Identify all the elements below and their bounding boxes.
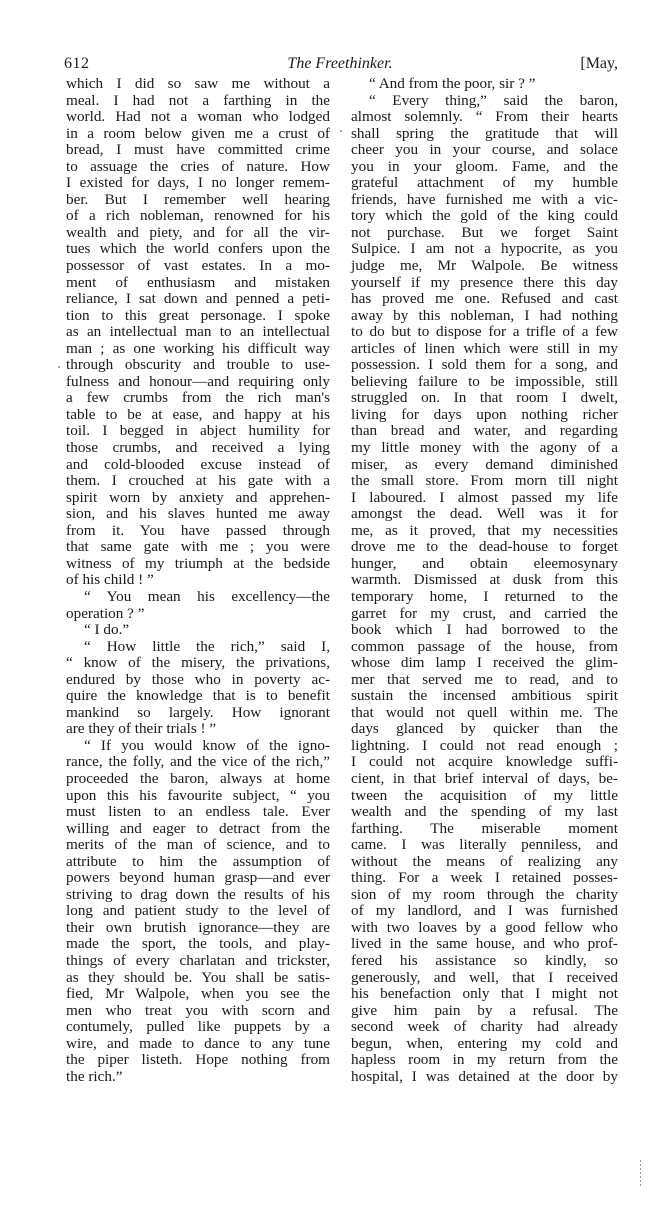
text-line: whose dim lamp I received the glim- [351, 654, 618, 672]
text-line: you in your gloom. Fame, and the [351, 157, 618, 175]
text-line: proceeded the baron, always at home [66, 769, 330, 787]
text-line: hunger, and obtain eleemosynary [351, 554, 618, 572]
text-line: articles of linen which were still in my [351, 339, 618, 357]
running-title: The Freethinker. [287, 55, 393, 72]
text-line: mankind so largely. How ignorant [66, 703, 330, 721]
text-line: quire the knowledge that is to benefit [66, 687, 330, 705]
text-line: their own brutish ignorance—they are [66, 918, 330, 936]
text-line: garret for my crust, and carried the [351, 604, 618, 622]
text-line: wire, and made to dance to any tune [66, 1034, 330, 1052]
text-line: I laboured. I almost passed my life [351, 488, 618, 506]
text-line: of my landlord, and I was furnished [351, 902, 618, 920]
text-line: merits of the man of science, and to [66, 836, 330, 854]
text-line: yourself if my presence there this day [351, 273, 618, 291]
text-line: begun, when, entering my cold and [351, 1034, 618, 1052]
text-line: a few crumbs from the rich man's [66, 389, 330, 407]
text-line: cient, in that brief interval of days, be- [351, 769, 618, 787]
text-line: amongst the dead. Well was it for [351, 505, 618, 523]
text-line: as an intellectual man to an intellectual [66, 323, 330, 341]
text-line: fied, Mr Walpole, when you see the [66, 985, 330, 1003]
text-line: made the sport, the tools, and play- [66, 935, 330, 953]
text-line: in a room below given me a crust of [66, 124, 330, 142]
text-line: ber. But I remember well hearing [66, 190, 330, 208]
text-line: my little money with the agony of a [351, 439, 618, 457]
text-line: has proved me one. Refused and cast [351, 290, 618, 308]
text-line: Sulpice. I am not a hypocrite, as you [351, 240, 618, 258]
text-line: toil. I begged in abject humility for [66, 422, 330, 440]
text-line: men who treat you with scorn and [66, 1001, 330, 1019]
text-line: common passage of the house, from [351, 637, 618, 655]
text-line: reliance, I sat down and penned a peti- [66, 290, 330, 308]
text-line: of a rich nobleman, renowned for his [66, 207, 330, 225]
text-line: give him pain by a refusal. The [351, 1001, 618, 1019]
text-line: the piper listeth. Hope nothing from [66, 1051, 330, 1069]
text-line: sustain the incensed ambitious spirit [351, 687, 618, 705]
text-line: struggled on. In that room I dwelt, [351, 389, 618, 407]
text-line: them. I crouched at his gate with a [66, 472, 330, 490]
text-line: “ And from the poor, sir ? ” [369, 75, 536, 92]
page-header [62, 54, 618, 74]
text-line: believing failure to be impossible, still [351, 372, 618, 390]
text-line: I existed for days, I no longer remem- [66, 174, 330, 192]
text-line: contumely, pulled like puppets by a [66, 1018, 330, 1036]
text-line: with two loaves by a good fellow who [351, 918, 618, 936]
text-line: fered his assistance so kindly, so [351, 951, 618, 969]
text-line: sion, and his slaves hunted me away [66, 505, 330, 523]
text-line: than bread and water, and regarding [351, 422, 618, 440]
text-line: lived in the same house, and who prof- [351, 935, 618, 953]
text-line: drove me to the dead-house to forget [351, 538, 618, 556]
text-line: not purchase. But we forget Saint [351, 223, 618, 241]
text-line: rance, the folly, and the vice of the rich,” [66, 753, 330, 771]
text-line: table to be at ease, and happy at his [66, 405, 330, 423]
text-line: thing. For a week I retained posses- [351, 869, 618, 887]
text-line: possession. I sold them for a song, and [351, 356, 618, 374]
text-line: things of every charlatan and trickster, [66, 951, 330, 969]
text-line: “ Every thing,” said the baron, [369, 91, 618, 109]
text-line: of his child ! ” [66, 571, 154, 589]
text-line: that same gate with me ; you were [66, 538, 330, 556]
text-line: those crumbs, and received a lying [66, 439, 330, 457]
text-line: me, as it proved, that my necessities [351, 521, 618, 539]
right-text-column [351, 76, 618, 1085]
text-line: hospital, I was detained at the door by [351, 1067, 618, 1085]
text-line: and cold-blooded excuse instead of [66, 455, 330, 473]
text-line: that would not quell within me. The [351, 703, 618, 721]
text-line: witness of my triumph at the bedside [66, 554, 330, 572]
text-line: his benefaction only that I might not [351, 985, 618, 1003]
text-line: grateful attachment of my humble [351, 174, 618, 192]
text-line: to do but to dispose for a trifle of a few [351, 323, 618, 341]
text-line: long and patient study to the level of [66, 902, 330, 920]
text-line: possessor of vast estates. In a mo- [66, 257, 330, 275]
text-line: living for days upon nothing richer [351, 405, 618, 423]
text-line: second week of charity had already [351, 1018, 618, 1036]
text-line: wealth and piety, and for all the vir- [66, 223, 330, 241]
text-line: willing and eager to detract from the [66, 819, 330, 837]
text-line: ment of enthusiasm and mistaken [66, 273, 330, 291]
text-line: world. Had not a woman who lodged [66, 108, 330, 126]
text-line: almost solemnly. “ From their hearts [351, 108, 618, 126]
text-line: came. I was literally penniless, and [351, 836, 618, 854]
text-line: upon this his favourite subject, “ you [66, 786, 330, 804]
text-line: man ; as one working his difficult way [66, 339, 330, 357]
scan-speck [340, 130, 342, 132]
text-line: powers beyond human grasp—and ever [66, 869, 330, 887]
text-line: “ You mean his excellency—the [84, 587, 330, 605]
text-line: tion to this great personage. I spoke [66, 306, 330, 324]
text-line: hapless room in my return from the [351, 1051, 618, 1069]
text-line: tues which the world confers upon the [66, 240, 330, 258]
text-line: I could not acquire knowledge suffi- [351, 753, 618, 771]
scan-speck [58, 366, 60, 368]
text-line: miser, as every demand diminished [351, 455, 618, 473]
text-line: wealth and the spending of my last [351, 803, 618, 821]
text-line: farthing. The miserable moment [351, 819, 618, 837]
text-line: tory which the gold of the king could [351, 207, 618, 225]
text-line: lightning. I could not read enough ; [351, 736, 618, 754]
text-line: “ I do.” [84, 621, 130, 639]
text-line: bread, I must have committed crime [66, 141, 330, 159]
text-line: book which I had borrowed to the [351, 621, 618, 639]
text-line: are they of their trials ! ” [66, 720, 217, 738]
text-line: as they should be. You shall be satis- [66, 968, 330, 986]
text-line: spirit worn by anxiety and apprehen- [66, 488, 330, 506]
text-line: fulness and honour—and requiring only [66, 372, 330, 390]
left-text-column [66, 76, 330, 1085]
text-line: friends, have furnished me with a vic- [351, 190, 618, 208]
text-line: “ How little the rich,” said I, [84, 637, 330, 655]
text-line: shall spring the gratitude that will [351, 124, 618, 142]
text-line: which I did so saw me without a [66, 75, 330, 92]
text-line: striving to drag down the results of his [66, 885, 330, 903]
text-line: the small store. From morn till night [351, 472, 618, 490]
text-line: mer that served me to read, and to [351, 670, 618, 688]
text-line: without the means of realizing any [351, 852, 618, 870]
text-line: “ If you would know of the igno- [84, 736, 330, 754]
text-line: sion of my room through the charity [351, 885, 618, 903]
page-number: 612 [64, 55, 90, 72]
text-line: warmth. Dismissed at dusk from this [351, 571, 618, 589]
text-line: generously, and well, that I received [351, 968, 618, 986]
text-line: judge me, Mr Walpole. Be witness [351, 257, 618, 275]
running-month: [May, [580, 55, 618, 72]
text-line: days glanced by quicker than the [351, 720, 618, 738]
text-line: must listen to an endless tale. Ever [66, 803, 330, 821]
text-line: operation ? ” [66, 604, 145, 622]
text-line: through obscurity and trouble to use- [66, 356, 330, 374]
text-line: away by this nobleman, I had nothing [351, 306, 618, 324]
text-line: temporary home, I returned to the [351, 587, 618, 605]
text-line: to assuage the cries of nature. How [66, 157, 330, 175]
text-line: meal. I had not a farthing in the [66, 91, 330, 109]
text-line: “ know of the misery, the privations, [66, 654, 330, 672]
scan-edge-mark [640, 1160, 641, 1188]
text-line: the rich.” [66, 1067, 123, 1085]
text-line: endured by those who in poverty ac- [66, 670, 330, 688]
text-line: from it. You have passed through [66, 521, 330, 539]
text-line: tween the acquisition of my little [351, 786, 618, 804]
text-line: cheer you in your course, and solace [351, 141, 618, 159]
text-line: attribute to him the assumption of [66, 852, 330, 870]
